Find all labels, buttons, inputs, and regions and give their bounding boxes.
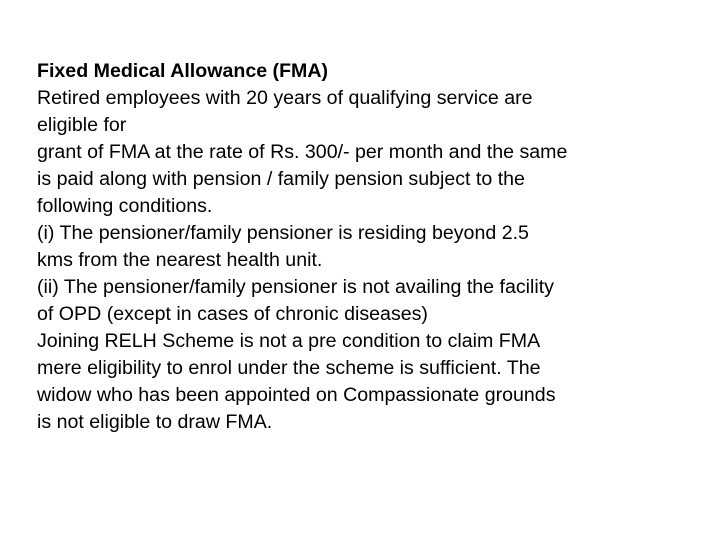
body-line: eligible for	[37, 114, 127, 136]
slide-title: Fixed Medical Allowance (FMA)	[37, 60, 329, 82]
body-line: grant of FMA at the rate of Rs. 300/- per month and the same	[37, 141, 568, 163]
condition-line: of OPD (except in cases of chronic diseases)	[37, 303, 428, 325]
body-line: Joining RELH Scheme is not a pre condition to claim FMA	[37, 330, 541, 352]
condition-line: (ii) The pensioner/family pensioner is not availing the facility	[37, 276, 554, 298]
body-line: is not eligible to draw FMA.	[37, 411, 273, 433]
body-line: Retired employees with 20 years of qualifying service are	[37, 87, 533, 109]
body-line: is paid along with pension / family pension subject to the	[37, 168, 525, 190]
slide-body	[37, 58, 707, 436]
body-line: mere eligibility to enrol under the scheme is sufficient. The	[37, 357, 541, 379]
body-line: following conditions.	[37, 195, 213, 217]
condition-line: kms from the nearest health unit.	[37, 249, 323, 271]
body-line: widow who has been appointed on Compassionate grounds	[37, 384, 556, 406]
condition-line: (i) The pensioner/family pensioner is residing beyond 2.5	[37, 222, 529, 244]
